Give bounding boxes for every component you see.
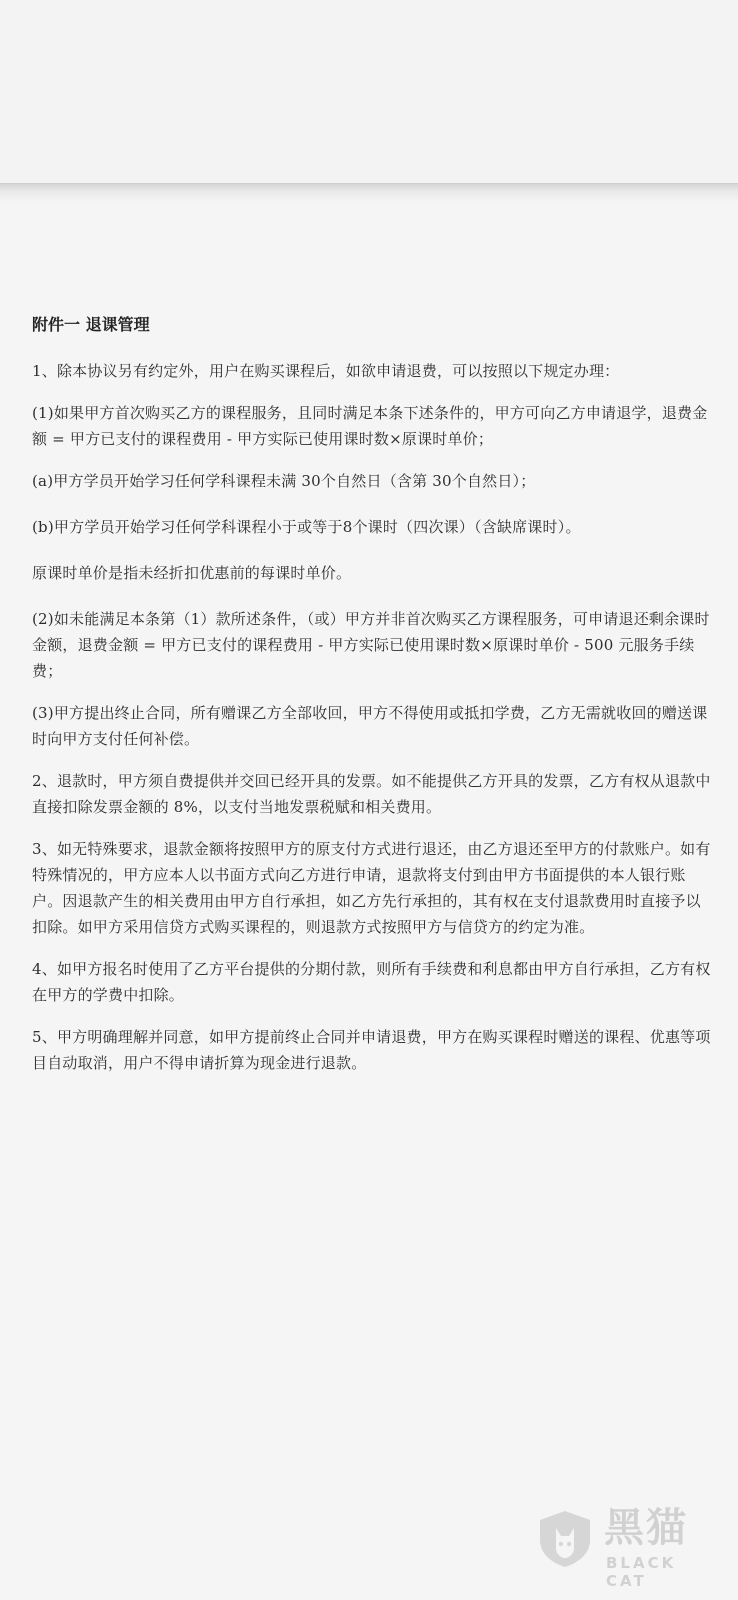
- paragraph-3: 3、如无特殊要求，退款金额将按照甲方的原支付方式进行退还，由乙方退还至甲方的付款账户。如有特殊情况的，甲方应本人以书面方式向乙方进行申请，退款将支付到由甲方书面提供的本人银行账户。因退款产生的相关费用由甲方自行承担，如乙方先行承担的，其有权在支付退款费用时直接予以扣除。如甲方采用信贷方式购买课程的，则退款方式按照甲方与信贷方的约定为准。: [32, 840, 711, 936]
- paragraph-1-1: (1)如果甲方首次购买乙方的课程服务，且同时满足本条下述条件的，甲方可向乙方申请退学，退费金额 = 甲方已支付的课程费用 - 甲方实际已使用课时数×原课时单价；: [32, 404, 708, 448]
- document-title: 附件一 退课管理: [32, 315, 150, 334]
- paragraph-1-1-a: (a)甲方学员开始学习任何学科课程未满 30个自然日（含第 30个自然日）；: [32, 472, 536, 490]
- paragraph-4: 4、如甲方报名时使用了乙方平台提供的分期付款，则所有手续费和利息都由甲方自行承担，乙方有权在甲方的学费中扣除。: [32, 960, 711, 1004]
- paragraph-2: 2、退款时，甲方须自费提供并交回已经开具的发票。如不能提供乙方开具的发票，乙方有权从退款中直接扣除发票金额的 8%，以支付当地发票税赋和相关费用。: [32, 772, 711, 816]
- document-content: [32, 312, 712, 1092]
- paragraph-unit-price-note: 原课时单价是指未经折扣优惠前的每课时单价。: [32, 564, 352, 582]
- paragraph-1-2: (2)如未能满足本条第（1）款所述条件，（或）甲方并非首次购买乙方课程服务，可申请退还剩余课时金额，退费金额 = 甲方已支付的课程费用 - 甲方实际已使用课时数×原课时单价 - 500 元服务手续费；: [32, 610, 710, 680]
- paragraph-1-3: (3)甲方提出终止合同，所有赠课乙方全部收回，甲方不得使用或抵扣学费，乙方无需就收回的赠送课时向甲方支付任何补偿。: [32, 704, 708, 748]
- black-cat-watermark: [534, 1504, 720, 1590]
- paragraph-5: 5、甲方明确理解并同意，如甲方提前终止合同并申请退费，甲方在购买课程时赠送的课程、优惠等项目自动取消，用户不得申请折算为现金进行退款。: [32, 1028, 711, 1072]
- paragraph-1: 1、除本协议另有约定外，用户在购买课程后，如欲申请退费，可以按照以下规定办理：: [32, 362, 620, 380]
- watermark-subtext: BLACK CAT: [606, 1554, 677, 1590]
- top-blank-area: [0, 0, 738, 183]
- page-divider: [0, 183, 738, 202]
- black-cat-shield-icon: [534, 1508, 596, 1570]
- watermark-text: 黑猫: [604, 1505, 688, 1551]
- paragraph-1-1-b: (b)甲方学员开始学习任何学科课程小于或等于8个课时（四次课）（含缺席课时）。: [32, 518, 581, 536]
